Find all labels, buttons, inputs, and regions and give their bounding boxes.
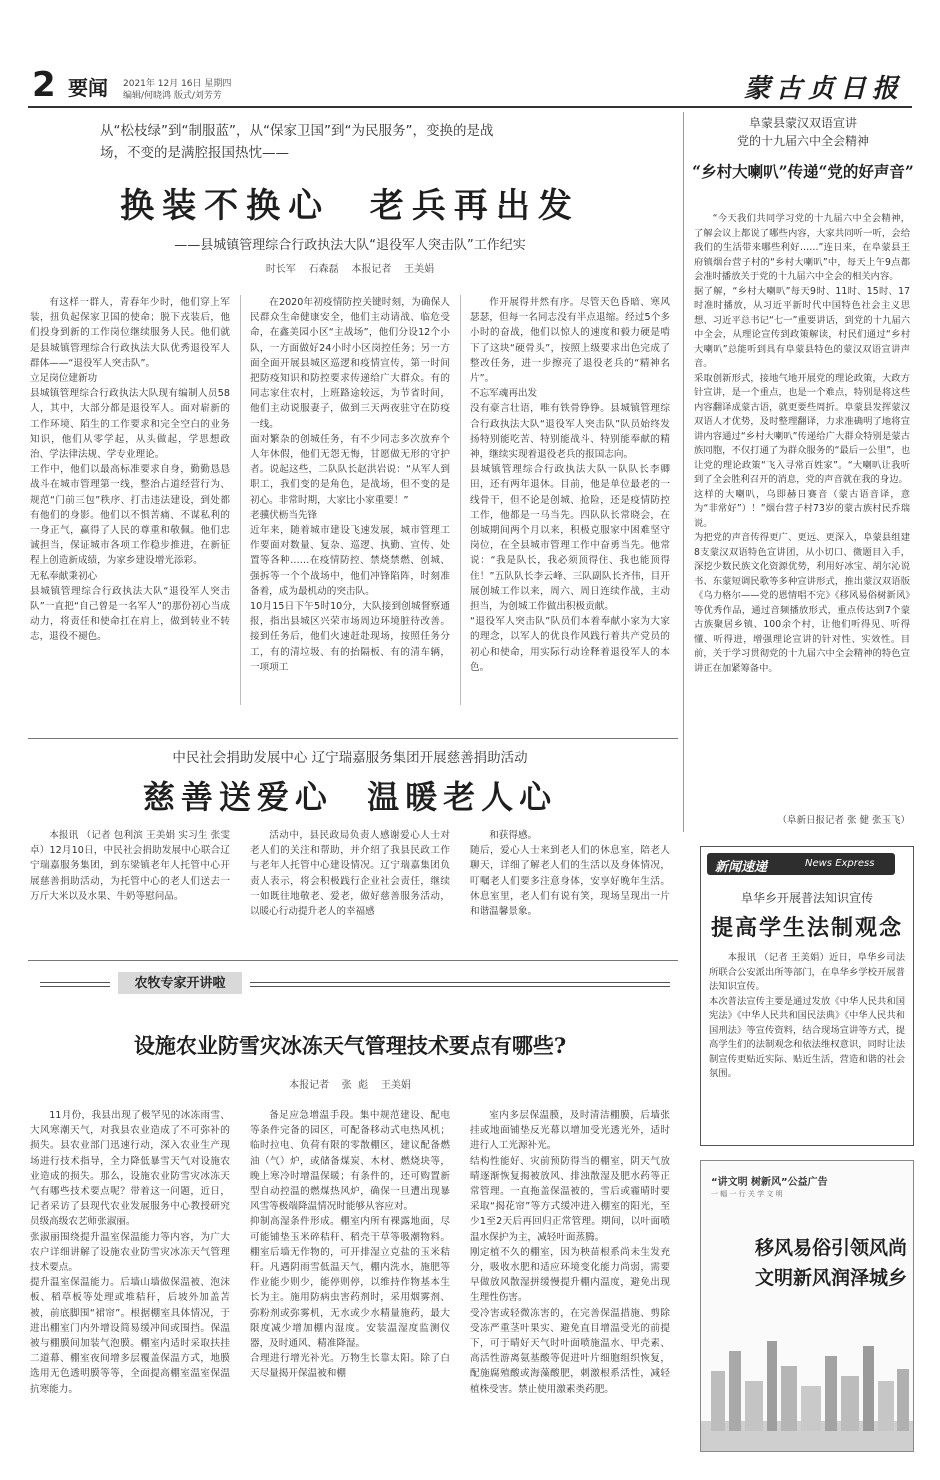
charity-column-1 [30, 828, 230, 948]
express-kicker: 阜华乡开展普法知识宣传 [740, 891, 873, 905]
lead-column-3-text: 作开展得井然有序。尽管天色昏暗、寒风瑟瑟，但每一名同志没有半点退缩。经过5个多小时的奋战，他们以惊人的速度和毅力硬是啃下了这块“硬骨头”，按照上级要求出色完成了整改任务，进一步擦亮了退役老兵的“精神名片”。 不忘军魂再出发 没有豪言壮语，唯有铁骨铮铮。县城镇管理综合行政执法大队“退役军人突击队”队员始终发扬特别能吃苦、特别能战斗、特别能奉献的精神，继续实现着退役老兵的报国志向。 县城镇管理综合行政执法大队一队队长李卿田，还有两年退休。目前，他是单位最老的一线骨干，但不论是创城、抢险，还是疫情防控工作，他都是一马当先。四队队长常晓会，在创城期间两个月以来，积极克服家中困难坚守岗位，在全县城市管理工作中奋勇当先。他常说：“我是队长，我必须顶得住、我也能顶得住！”五队队长李云峰、三队副队长齐伟，目开展创城工作以来，周六、周日连续作战，主动担当，为创城工作做出积极贡献。 “退役军人突击队”队员们本着奉献小家为大家的理念，以军人的优良作风践行着共产党员的初心和使命，用实际行动诠释着退役军人的本色。 [470, 297, 670, 673]
express-body [709, 951, 905, 1139]
lead-subtitle: ——县城镇管理综合行政执法大队“退役军人突击队”工作纪实 [174, 238, 526, 253]
masthead [28, 66, 912, 108]
express-body-text: 本报讯 （记者 王美娟）近日，阜华乡司法所联合公安派出所等部门，在阜华乡学校开展普法知识宣传。 本次普法宣传主要是通过发放《中华人民共和国宪法》《中华人民共和国民法典》《中华人民共和国刑法》等宣传资料，结合现场宣讲等方式，提高学生们的法制观念和依法维权意识，同时让法制宣传更贴近实际、贴近生活，营造和谐的社会氛围。 [709, 952, 905, 1079]
agri-column-3-text: 室内多层保温膜，及时清洁棚膜，后墙张挂或地面铺垫反光幕以增加受光透光外，适时进行人工光源补光。 结构性能好、灾前预防得当的棚室，阴天气放晴逐渐恢复揭被放风、排浊散湿及肥水药等正常管理。一直拖盖保温被的，雪后或霾晴时要采取“揭花帘”等方式缓冲进入棚室的阳光，至少1至2天后再回归正常管理。期间，以叶面喷温水保护为主，减轻叶面蒸腾。 刚定植不久的棚室，因为秧苗根系尚未生发充分，吸收水肥和适应环境变化能力尚弱，需要早做放风散湿拼缓慢提升棚内温度，避免出现生理性伤害。 受冷害或轻微冻害的，在完善保温措施、剪除受冻严重茎叶果实、避免直目增温受光的前提下，可于晴好天气时叶面喷施温水、甲壳素、高活性游离氨基酸等促进叶片细胞组织恢复，配施腐殖酸或海藻酸肥，刺激根系活性，减轻植株受害。禁止使用激素类药肥。 [470, 1110, 670, 1395]
masthead-rule [28, 106, 912, 108]
charity-column-2 [250, 828, 450, 948]
section-name: 要闻 [68, 76, 108, 100]
lead-column-1 [30, 295, 230, 705]
ad-tag: “讲文明 树新风”公益广告 [711, 1177, 828, 1188]
city-skyline-illustration [701, 1311, 913, 1451]
agri-section-label: 农牧专家开讲啦 [118, 972, 242, 994]
right-title: “乡村大喇叭”传递“党的好声音” [692, 162, 914, 181]
agri-title: 设施农业防雪灾冰冻天气管理技术要点有哪些? [133, 1033, 567, 1058]
lead-column-3 [470, 295, 670, 705]
agri-byline: 本报记者 张 彪 王美娟 [289, 1080, 411, 1091]
agri-column-2 [250, 1108, 450, 1450]
lead-column-2-text: 在2020年初疫情防控关键时刻，为确保人民群众生命健康安全，他们主动请战、临危受命，在鑫美园小区“主战场”，他们分设12个小队，一方面做好24小时小区岗控任务；另一方面全面开展县城区巡逻和疫情宣传，第一时间把防疫知识和防控要求传递给广大群众。有的同志家住农村，上班路途较远，为节省时间，他们主动说服妻子，做到三天两夜驻守在防疫一线。 面对繁杂的创城任务，有不少同志多次放弃个人年休假，他们无怨无悔，甘愿做无形的守护者。说起这些，二队队长赵洪岩说：“从军人到职工，我们变的是角色，是战场，但不变的是初心。非常时期，大家比小家重要！” 老骥伏枥当先锋 近年来，随着城市建设飞速发展，城市管理工作要面对数量、复杂、巡逻、执勤、宣传、处置等各种……在疫情防控、禁烧禁燃、创城、强拆等一个个战场中，他们冲锋陷阵，时刻准备着，成为最机动的突击队。 10月15日下午5时10分，大队接到创城督察通报，指出县城区兴荣市场周边环境脏待改善。接到任务后，他们火速赶赴现场，按照任务分工，有的清垃圾、有的抬隔板、有的清车辆，一项项工 [250, 297, 450, 673]
charity-column-2-text: 活动中，县民政局负责人感谢爱心人士对老人们的关注和帮助，并介绍了我县民政工作与老年人托管中心建设情况。辽宁瑞嘉集团负责人表示，将会积极践行企业社会责任，继续一如既往地敬老、爱老，做好慈善服务活动，以暖心行动提升老人的幸福感 [250, 830, 450, 918]
agri-column-1-text: 11月份，我县出现了极罕见的冰冻雨雪、大风寒潮天气，对我县农业造成了不可弥补的损失。县农业部门迅速行动，深入农业生产现场进行技术指导，全力降低暴雪天气对设施农业造成的损失。那么，设施农业防雪灾冰冻天气有哪些技术要点呢？带着这一问题，近日，记者采访了县现代农业发展服务中心教授研究员级高级农艺师张淑丽。 张淑丽围绕提升温室保温能力等内容，为广大农户详细讲解了设施农业防雪灾冰冻天气管理技术要点。 提升温室保温能力。后墙山墙做保温被、泡沫板、稻草板等处理或堆秸秆，后坡外加盖苫被，前底脚围“裙帘”。根据棚室具体情况，于进出棚室门内外增设简易缓冲间或围挡。保温被与棚膜间加装气泡膜。棚室内适时采取扶挂二道幕、棚室夜间增多层覆盖保温方式，地膜选用无色透明膜等等，全面提高棚室温室保温抗寒能力。 [30, 1110, 230, 1395]
right-column-divider [683, 112, 684, 832]
ad-line-1: 移风易俗引领风尚 [754, 1237, 907, 1259]
agri-column-1 [30, 1108, 230, 1450]
charity-column-1-text: 本报讯 （记者 包利滨 王美娟 实习生 张雯卓）12月10日，中民社会捐助发展中心联合辽宁瑞嘉服务集团，到东梁镇老年人托管中心开展慈善捐助活动，为托管中心的老人们送去一万斤大米以及水果、牛奶等慰问品。 [30, 830, 230, 902]
news-express-badge-en: News Express [805, 858, 875, 869]
lead-kicker: 从“松枝绿”到“制服蓝”，从“保家卫国”到“为民服务”，变换的是战 场，不变的是满腔报国热忱—— [100, 123, 494, 161]
lead-column-1-text: 有这样一群人，青春年少时，他们穿上军装，扭负起保家卫国的使命；脱下戎装后，他们投身到新的工作岗位继续服务人民。他们就是县城镇管理综合行政执法大队优秀退役军人群体——“退役军人突击队”。 立足岗位建新功 县城镇管理综合行政执法大队现有编制人员58人，其中，大部分都是退役军人。面对崭新的工作环境、陌生的工作要求和完全空白的业务知识，他们从零学起，从头做起，学思想政治、学法律法规、学专业理论。 工作中，他们以最高标准要求自身，勤勤恳恳战斗在城市管理第一线，整治占道经营行为、规范“门前三包”秩序、打击违法建设，到处都有他们的身影。他们以不惧苦痛、不谋私利的一身正气，赢得了人民的尊重和敬佩。他们忠诚担当，保证城市各项工作稳步推进，在新征程上创造新成绩，为家乡建设增光添彩。 无私奉献秉初心 县城镇管理综合行政执法大队“退役军人突击队”一直把“自己曾是一名军人”的那份初心当成动力，将责任和使命扛在肩上，做到转业不转志，退役不褪色。 [30, 297, 230, 643]
date-line: 2021年 12月 16日 星期四 [123, 79, 232, 89]
ad-sub: 一 幅 一 行 关 学 文 明 [711, 1190, 783, 1198]
agri-column-2-text: 备足应急增温手段。集中规范建设、配电等条件完备的园区，可配备移动式电热风机；临时拉电、负荷有限的零散棚区，建议配备燃油（气）炉，或储备煤炭、木材、燃烧块等，晚上寒冷时增温保暖；有条件的，还可购置新型自动控温的燃煤热风炉，确保一旦遭出现暴风雪等极端降温情况时能够从容应对。 抑制高湿条件形成。棚室内所有裸露地面，尽可能铺垫玉米碎秸秆、稻壳干草等吸潮物料。棚室后墙无作物的，可开排湿立克盐的玉米秸秆。凡遇阴雨雪低温天气，棚内洗水，施肥等作业能少则少，能停则停，以维持作物基本生长为主。施用防病虫害药剂时，采用烟雾剂、弥粉剂或弥雾机，无水或少水精量施药，最大限度减少增加棚内湿度。安装温湿度监测仪器，及时通风、精准降湿。 合理进行增光补光。万物生长靠太阳。除了白天尽量揭开保温被和棚 [250, 1110, 450, 1380]
express-title: 提高学生法制观念 [710, 915, 903, 941]
news-express-badge-cn: 新闻速递 [715, 860, 768, 875]
right-credit: （阜新日报记者 张 健 张玉飞） [777, 815, 910, 826]
lead-column-2 [250, 295, 450, 705]
right-body [694, 212, 910, 812]
right-kicker: 阜蒙县蒙汉双语宣讲 党的十九届六中全会精神 [736, 116, 869, 148]
paper-name: 蒙古贞日报 [743, 74, 904, 104]
ad-line-2: 文明新风润泽城乡 [754, 1267, 907, 1289]
lead-byline: 时长军 石森磊 本报记者 王美娟 [265, 264, 435, 275]
section-rule [28, 738, 678, 739]
lead-title: 换装不换心 老兵再出发 [120, 186, 580, 226]
charity-kicker: 中民社会捐助发展中心 辽宁瑞嘉服务集团开展慈善捐助活动 [172, 750, 528, 766]
public-service-ad [700, 1160, 914, 1452]
right-body-text: “今天我们共同学习党的十九届六中全会精神，了解会议上都说了哪些内容，大家共同听一听，会给我们的生活带来哪些利好……”连日来，在阜蒙县王府镇烟台营子村的“乡村大喇叭”中，每天上午9点都会准时播放关于党的十九届六中全会的相关内容。 据了解，“乡村大喇叭”每天9时、11时、15时、17时准时播放，从习近平新时代中国特色社会主义思想、习近平总书记“七一”重要讲话，到党的十九届六中全会，从理论宣传到政策解读，村民们通过“乡村大喇叭”总能听到具有阜蒙县特色的蒙汉双语宣讲声音。 采取创新形式，接地气地开展党的理论政策，大政方针宣讲，是一个重点，也是一个难点，特别是将这些内容翻译成蒙古语，就更要些周折。阜蒙县发挥蒙汉双语人才优势，及时整理翻译，力求准确明了地将宣讲内容通过“乡村大喇叭”传递给广大群众特别是蒙古族同胞，不仅打通了为群众服务的“最后一公里”，也让党的理论政策“飞入寻常百姓家”。“大喇叭让我听到了全会胜利召开的消息，党的声音就在我的身边。 这样的大喇叭，乌即赫日赛音（蒙古语音译，意为“非常好”）！”烟台营子村73岁的蒙古族村民乔瑞说。 为把党的声音传得更广、更远、更深入，阜蒙县组建8支蒙汉双语特色宣讲团，从小切口、微题目入手，深挖少数民族文化资源优势，利用好冰宝、胡尔沁说书、东蒙短调民歌等多种宣讲形式，推出蒙汉双语版《乌力格尔——党的恩情唱不完》《移风易俗树新风》等优秀作品，通过音频播放形式，重点传达到7个蒙古族聚居乡镇、100余个村，让他们听得见、听得懂、听得进，增强理论宣讲的针对性、实效性。目前，关于学习贯彻党的十九届六中全会精神的特色宣讲正在加紧筹备中。 [694, 213, 910, 674]
agri-label-right-lines [250, 982, 670, 987]
charity-title: 慈善送爱心 温暖老人心 [142, 778, 558, 816]
news-express-box [700, 846, 914, 1146]
charity-column-3 [470, 828, 670, 948]
column-divider [240, 295, 241, 705]
column-divider [460, 295, 461, 705]
agri-column-3 [470, 1108, 670, 1450]
news-express-badge [707, 853, 895, 875]
section-rule [28, 960, 678, 961]
page-number: 2 [32, 65, 56, 105]
charity-column-3-text: 和获得感。 随后，爱心人士来到老人们的休息室，陪老人聊天，详细了解老人们的生活以及身体情况，叮嘱老人们要多注意身体，安享好晚年生活。休息室里，老人们有说有笑，现场呈现出一片和谐温馨景象。 [470, 830, 670, 918]
editors-line: 编辑/何晓鸿 版式/刘芳芳 [123, 91, 222, 101]
agri-label-left-lines [40, 982, 110, 987]
